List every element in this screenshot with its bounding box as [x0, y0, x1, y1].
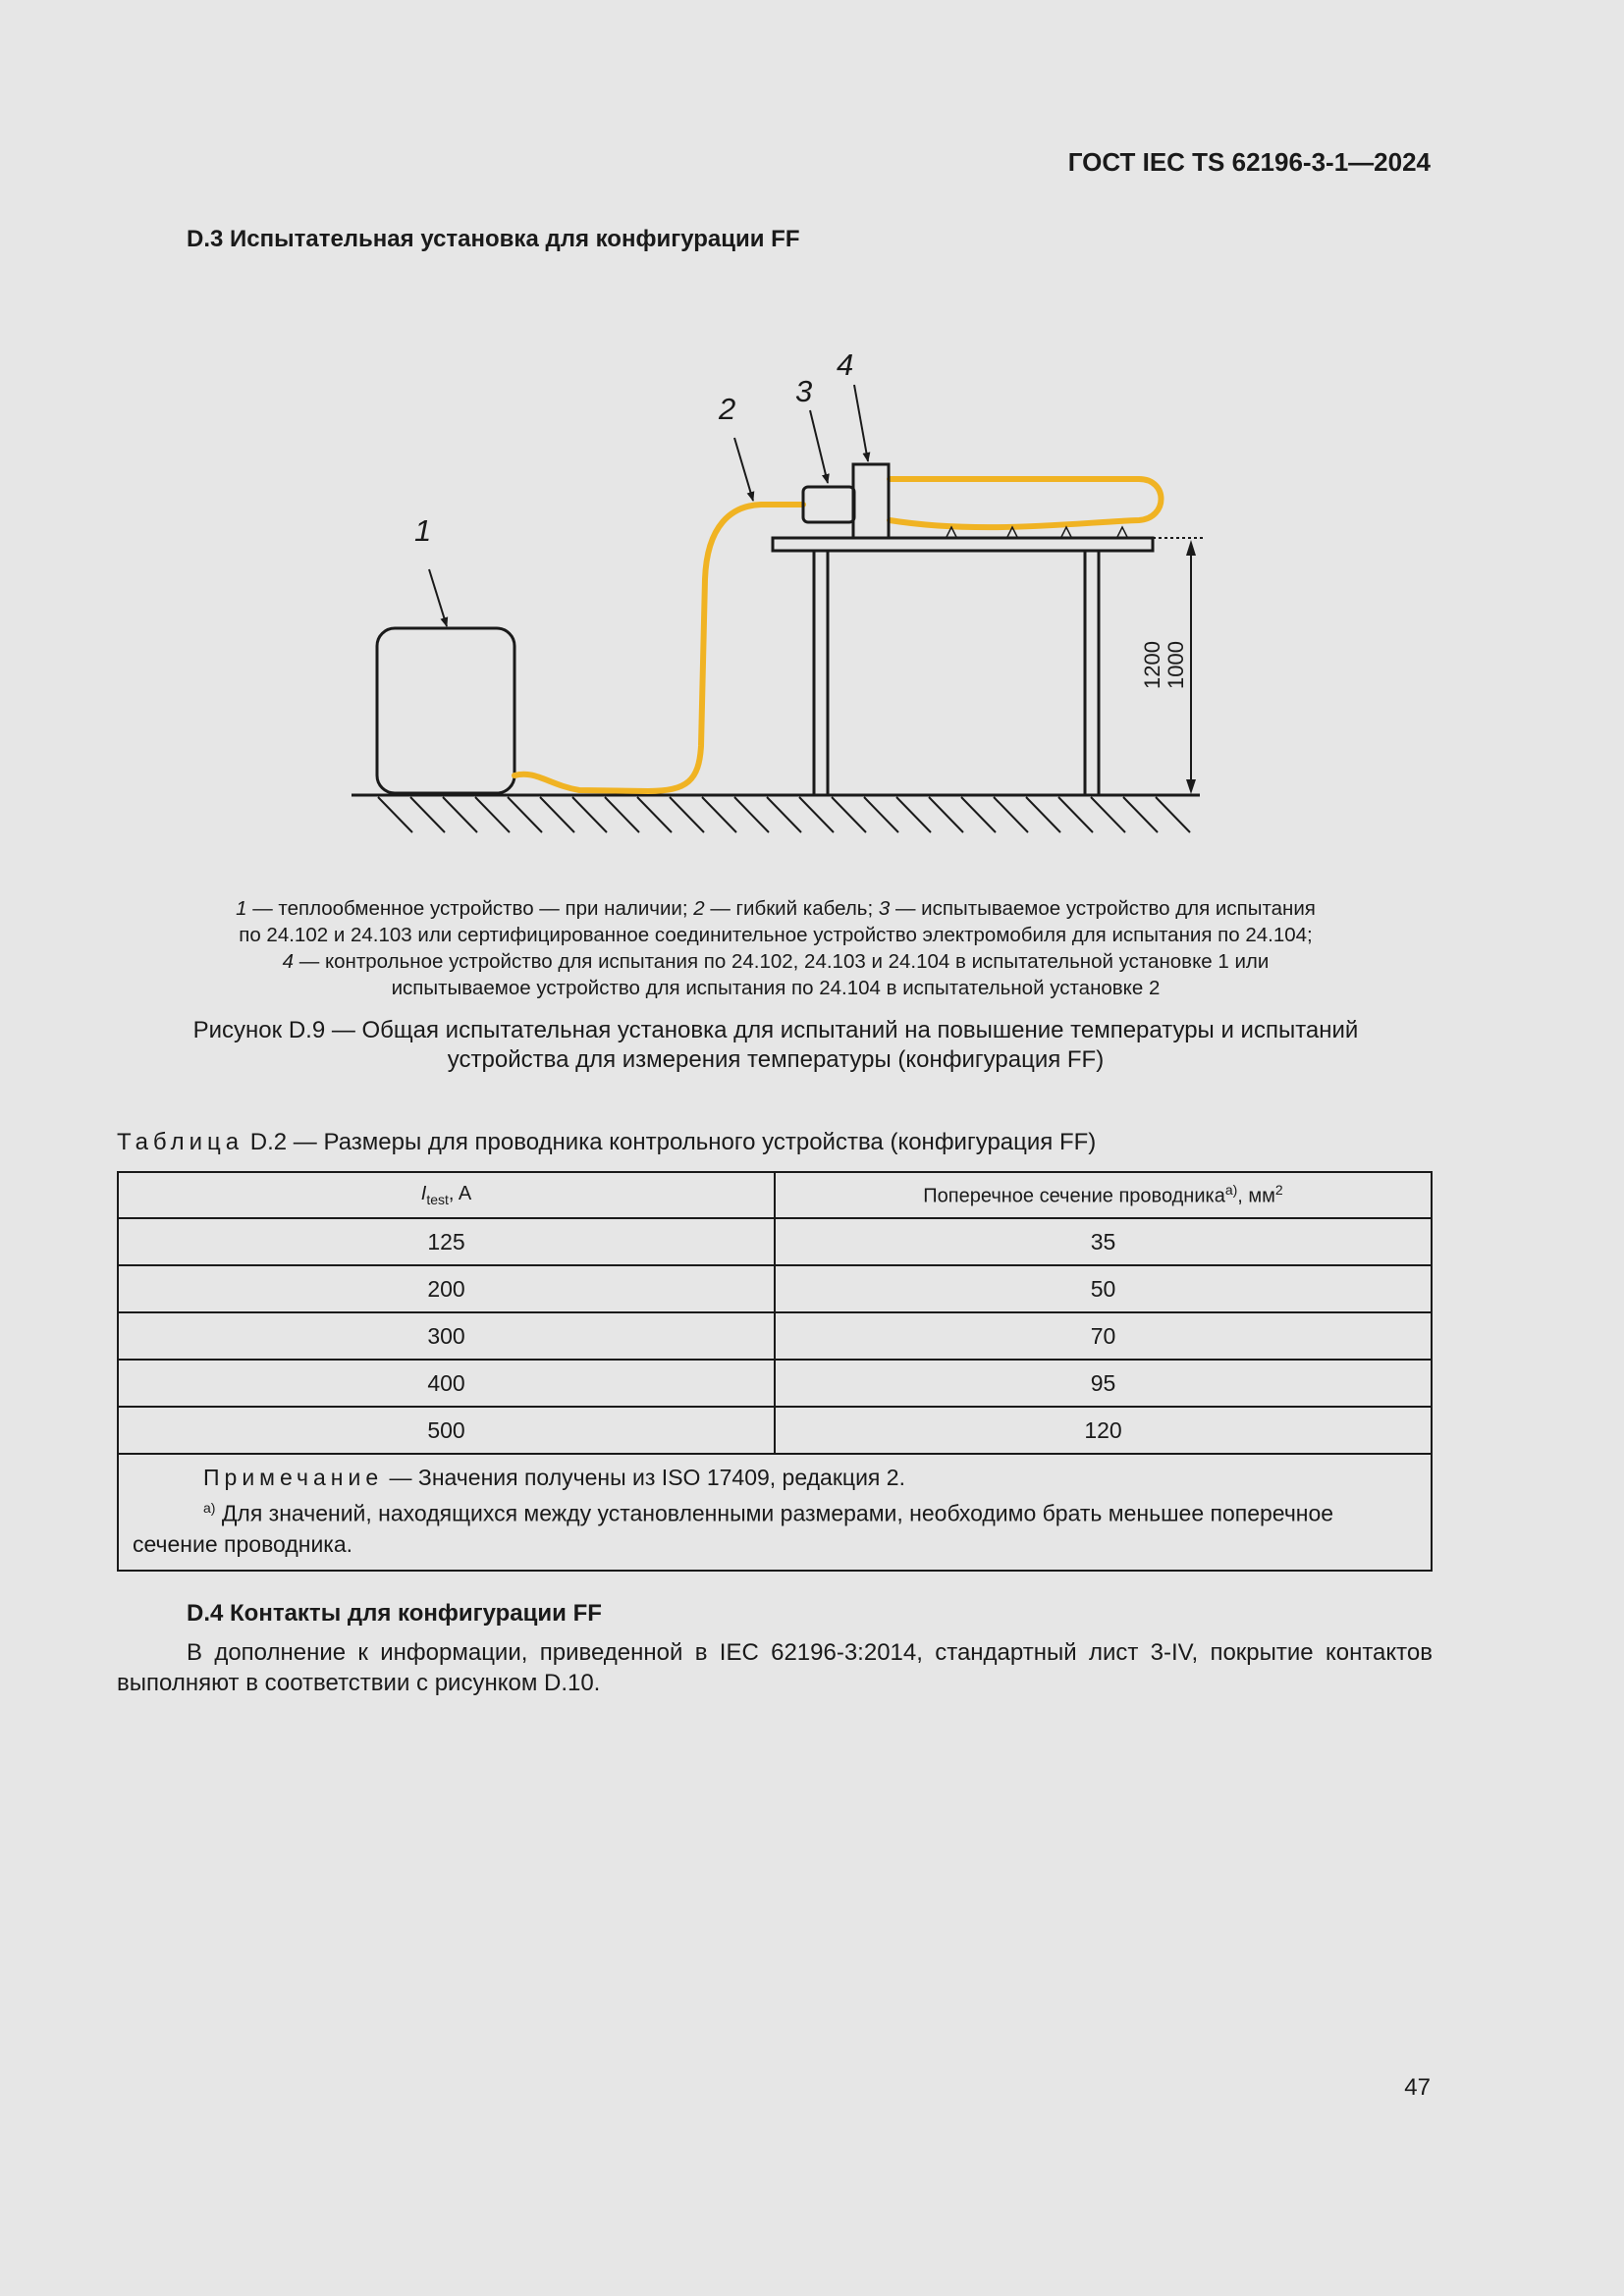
table-row [118, 1407, 1432, 1454]
figure-caption-line-2: устройства для измерения температуры (конфигурация FF) [447, 1046, 1105, 1073]
cell-current: 500 [118, 1407, 775, 1454]
callout-2: 2 [719, 392, 736, 426]
note-text: — Значения получены из ISO 17409, редакция 2. [383, 1465, 905, 1490]
heat-exchange-device [377, 628, 514, 793]
table-row [118, 1218, 1432, 1265]
current-subscript: test [426, 1192, 449, 1207]
callout-3: 3 [795, 374, 813, 408]
cell-current: 200 [118, 1265, 775, 1312]
cross-section-unit-exponent: 2 [1274, 1182, 1283, 1199]
legend-line-2: по 24.102 и 24.103 или сертифицированное соединительное устройство электромобиля для испытания по 24.104; [239, 924, 1313, 946]
figure-caption [157, 1016, 1394, 1075]
cable-loop [890, 479, 1162, 527]
table-note [118, 1454, 1432, 1571]
flexible-cable [514, 505, 803, 791]
page-number: 47 [1404, 2074, 1431, 2101]
cell-cross-section: 120 [775, 1407, 1432, 1454]
footnote-mark: а) [203, 1500, 216, 1516]
cell-current: 300 [118, 1312, 775, 1360]
section-d4-heading: D.4 Контакты для конфигурации FF [187, 1600, 602, 1627]
cross-section-footnote-ref: а) [1224, 1182, 1238, 1199]
cell-cross-section: 35 [775, 1218, 1432, 1265]
table-note-row [118, 1454, 1432, 1571]
cross-section-label: Поперечное сечение проводника [923, 1185, 1225, 1207]
conductor-size-table [117, 1171, 1433, 1572]
legend-text-3: — испытываемое устройство для испытания [890, 897, 1316, 920]
legend-line-4: испытываемое устройство для испытания по 24.104 в испытательной установке 2 [391, 977, 1161, 999]
cell-cross-section: 95 [775, 1360, 1432, 1407]
column-header-current [118, 1172, 775, 1218]
table-row [118, 1360, 1432, 1407]
cell-current: 400 [118, 1360, 775, 1407]
table-number: D.2 [249, 1129, 288, 1155]
callout-1: 1 [414, 513, 432, 548]
table-row [118, 1265, 1432, 1312]
reference-device [853, 464, 889, 538]
ground-hatching [378, 797, 1190, 832]
dimension-1200: 1200 [1140, 641, 1164, 689]
legend-num-2: 2 [693, 897, 705, 920]
footnote-text: Для значений, находящихся между установленными размерами, необходимо брать меньшее поперечное сечение проводника. [133, 1500, 1334, 1557]
test-table-top [773, 538, 1153, 551]
note-label: Примечание [203, 1465, 384, 1490]
legend-num-3: 3 [878, 897, 891, 920]
legend-text-4: — контрольное устройство для испытания по 24.102, 24.103 и 24.104 в испытательной установке 1 или [294, 950, 1270, 973]
table-label: Таблица [117, 1129, 244, 1155]
figure-d9-diagram [0, 324, 1624, 874]
current-unit: , A [448, 1183, 472, 1204]
test-table-legs [814, 551, 1099, 795]
legend-num-1: 1 [236, 897, 247, 920]
current-symbol: I [420, 1183, 427, 1204]
document-header: ГОСТ IEC TS 62196-3-1—2024 [1067, 147, 1431, 177]
cell-cross-section: 50 [775, 1265, 1432, 1312]
column-header-cross-section [775, 1172, 1432, 1218]
cross-section-unit: , мм [1237, 1185, 1275, 1207]
table-title [117, 1129, 1096, 1156]
callout-4: 4 [837, 347, 854, 382]
table-header-row [118, 1172, 1432, 1218]
figure-caption-line-1: Рисунок D.9 — Общая испытательная установка для испытаний на повышение температуры и испытаний [192, 1017, 1359, 1043]
cell-current: 125 [118, 1218, 775, 1265]
legend-num-4: 4 [282, 950, 295, 973]
table-title-text: — Размеры для проводника контрольного устройства (конфигурация FF) [287, 1129, 1097, 1155]
legend-text-1: — теплообменное устройство — при наличии; [246, 897, 694, 920]
figure-legend [157, 895, 1394, 1001]
section-d3-heading: D.3 Испытательная установка для конфигурации FF [187, 226, 800, 252]
dimension-1000: 1000 [1164, 641, 1188, 689]
device-under-test [803, 487, 854, 522]
legend-text-2: — гибкий кабель; [704, 897, 879, 920]
table-row [118, 1312, 1432, 1360]
section-d4-paragraph: В дополнение к информации, приведенной в IEC 62196-3:2014, стандартный лист 3-IV, покрытие контактов выполняют в соответствии с рисунком D.10. [117, 1639, 1433, 1696]
cell-cross-section: 70 [775, 1312, 1432, 1360]
